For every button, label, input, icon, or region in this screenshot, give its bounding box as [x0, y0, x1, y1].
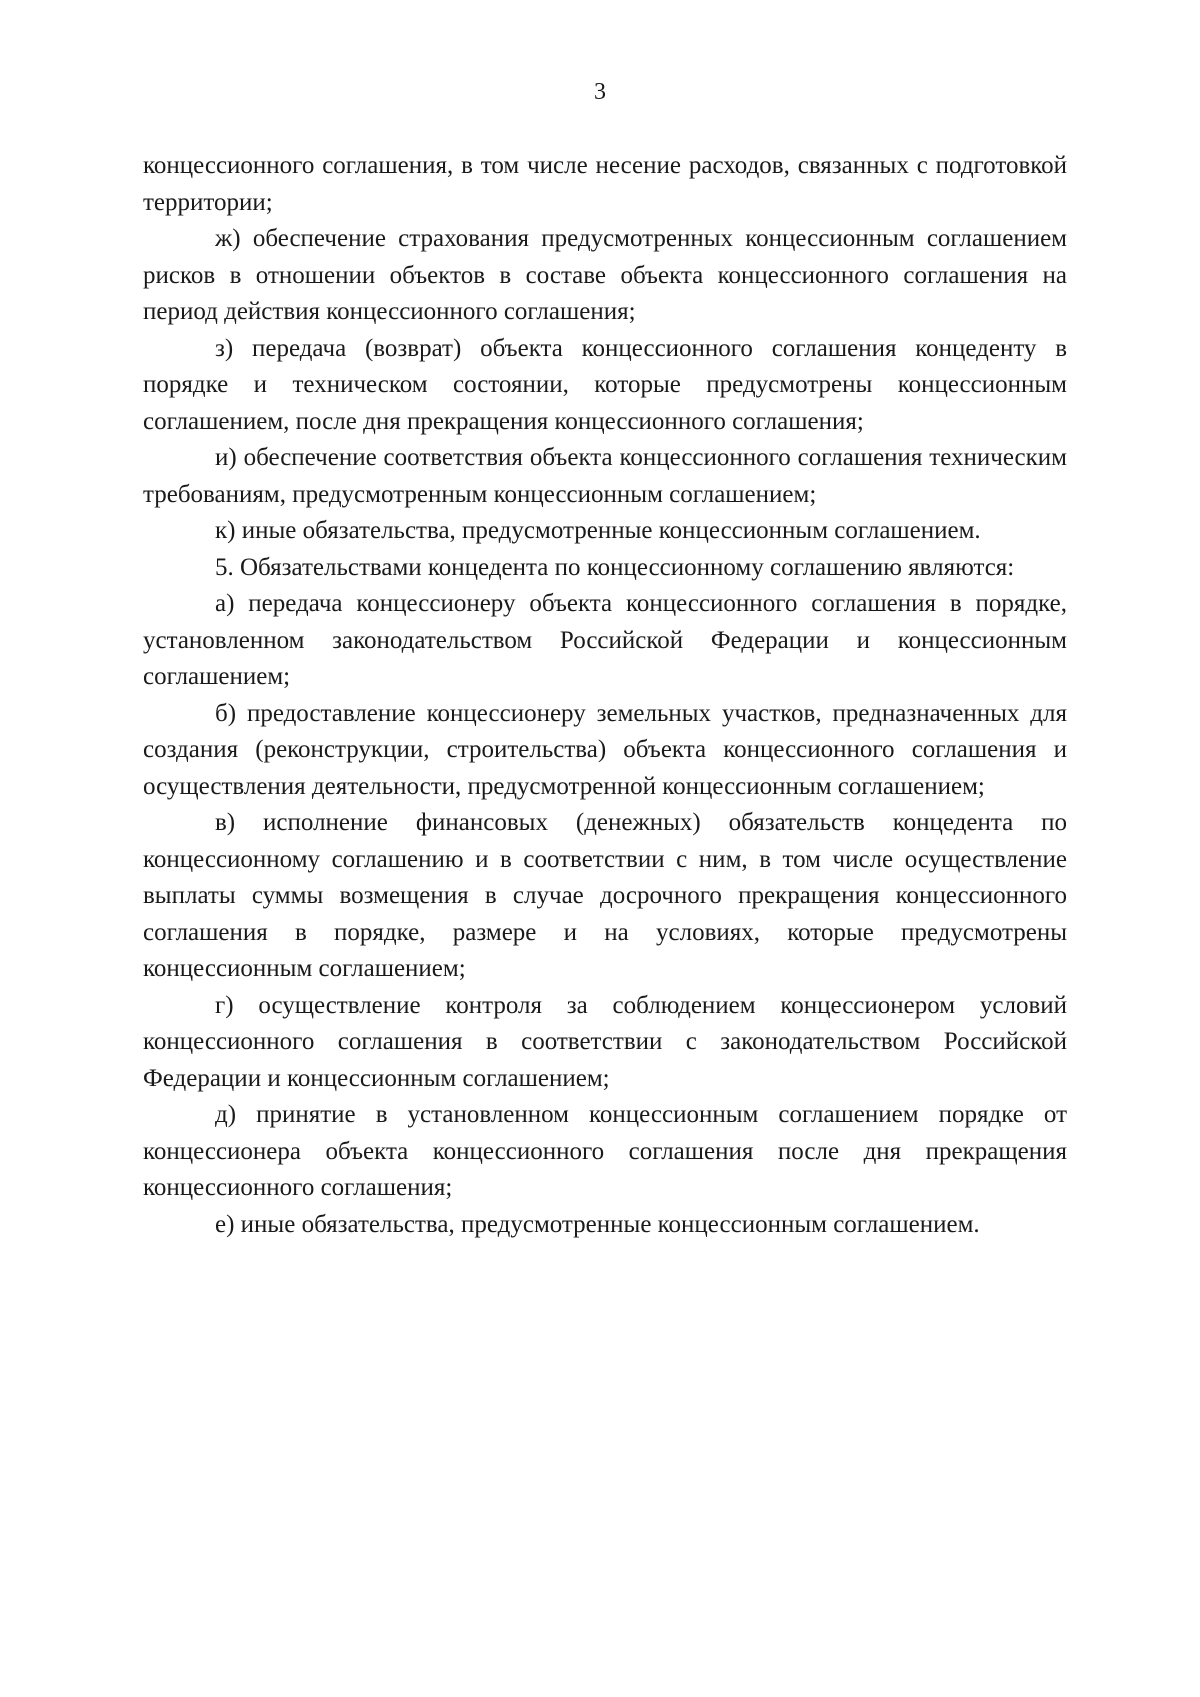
paragraph-item-g: г) осуществление контроля за соблюдением концессионером условий концессионного соглашения в соответствии с законодательством Российской Федерации и концессионным соглашением;	[143, 991, 1067, 1092]
paragraph-item-a: а) передача концессионеру объекта концессионного соглашения в порядке, установленном законодательством Российской Федерации и концессионным соглашением;	[143, 590, 1067, 690]
paragraph-item-e: е) иные обязательства, предусмотренные концессионным соглашением.	[215, 1210, 980, 1238]
paragraph-item-k: к) иные обязательства, предусмотренные концессионным соглашением.	[215, 517, 981, 544]
paragraph-item-z: з) передача (возврат) объекта концессионного соглашения концеденту в порядке и техническом состоянии, которые предусмотрены концессионным соглашением, после дня прекращения концессионного соглашения;	[143, 334, 1067, 435]
paragraph-section-5: 5. Обязательствами концедента по концессионному соглашению являются:	[215, 553, 1015, 581]
paragraph-item-zh: ж) обеспечение страхования предусмотренных концессионным соглашением рисков в отношении объектов в составе объекта концессионного соглашения на период действия концессионного соглашения;	[143, 225, 1067, 325]
page-number: 3	[594, 79, 606, 105]
paragraph-item-v: в) исполнение финансовых (денежных) обязательств концедента по концессионному соглашению и в соответствии с ним, в том числе осуществление выплаты суммы возмещения в случае досрочного прекращения концессионного соглашения в порядке, размере и на условиях, которые предусмотрены концессионным соглашением;	[143, 809, 1067, 982]
document-body	[143, 148, 1067, 1243]
paragraph-item-i: и) обеспечение соответствия объекта концессионного соглашения техническим требованиям, предусмотренным концессионным соглашением;	[143, 444, 1067, 508]
paragraph-continuation: концессионного соглашения, в том числе несение расходов, связанных с подготовкой территории;	[143, 152, 1067, 216]
paragraph-item-d: д) принятие в установленном концессионным соглашением порядке от концессионера объекта концессионного соглашения после дня прекращения концессионного соглашения;	[143, 1101, 1067, 1201]
paragraph-item-b: б) предоставление концессионеру земельных участков, предназначенных для создания (реконструкции, строительства) объекта концессионного соглашения и осуществления деятельности, предусмотренной концессионным соглашением;	[143, 699, 1067, 800]
